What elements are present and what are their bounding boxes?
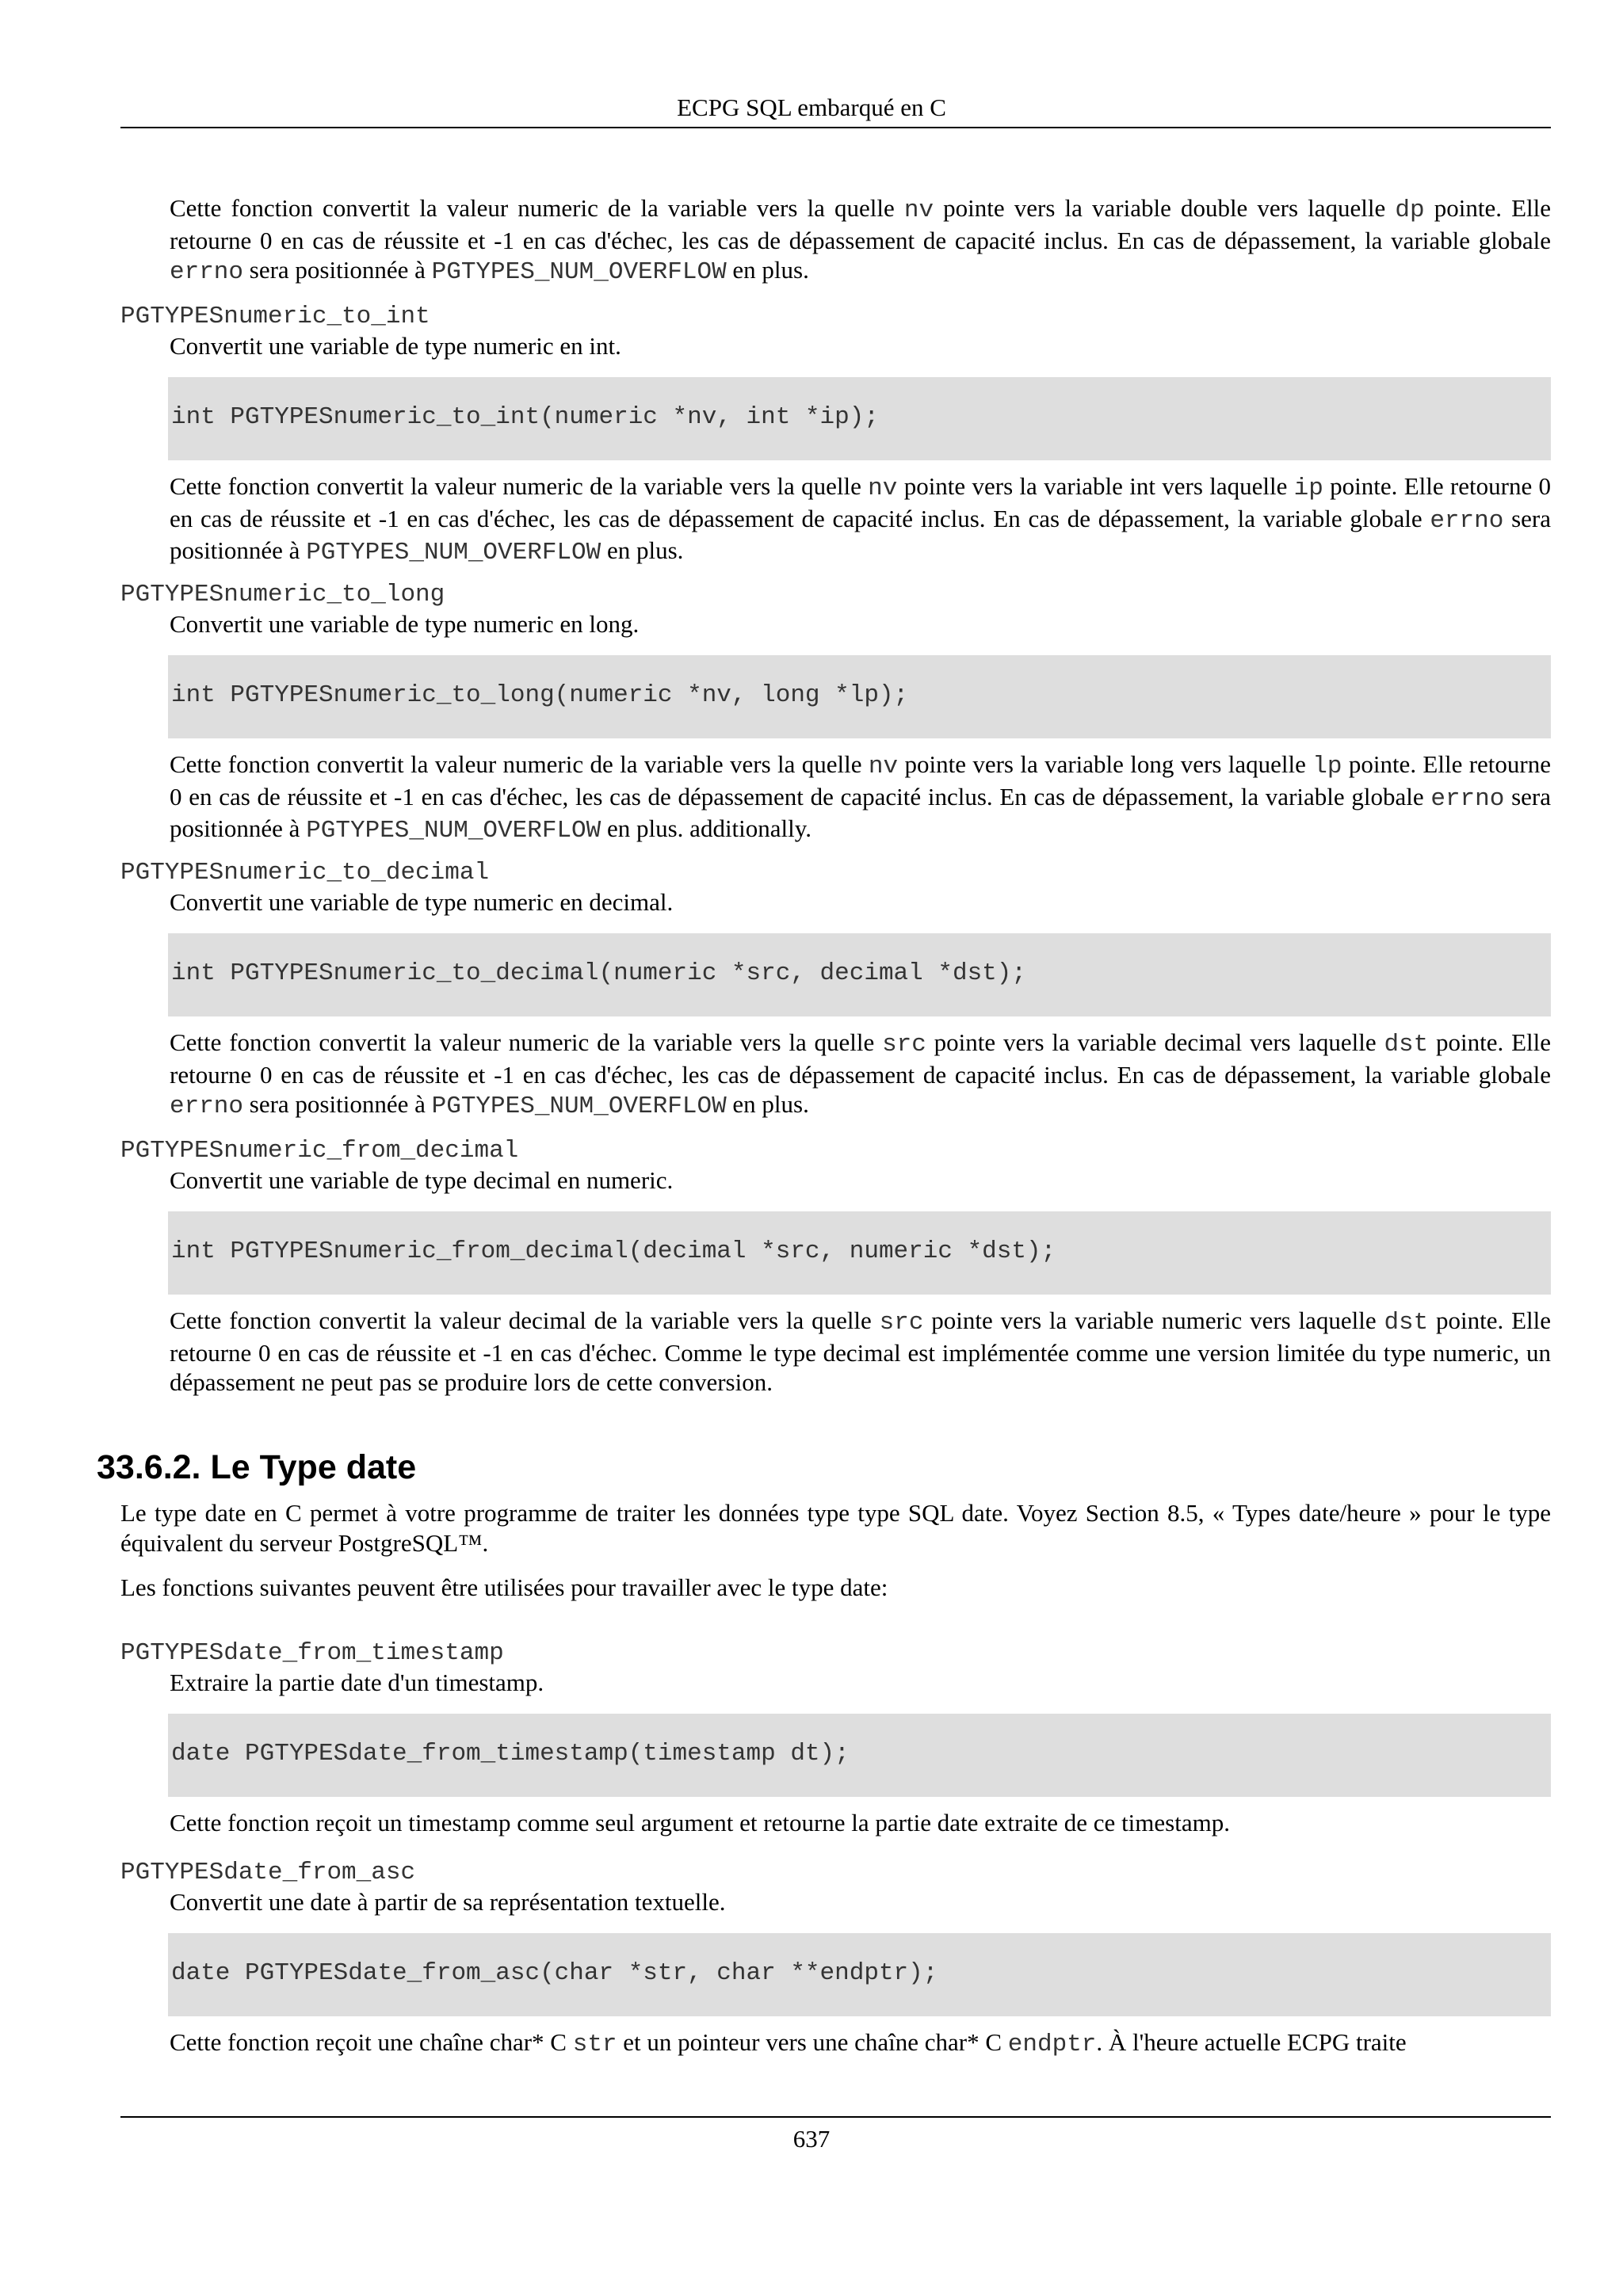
function-term: PGTYPESnumeric_from_decimal xyxy=(120,1137,519,1165)
function-description: Convertit une variable de type decimal en numeric. xyxy=(170,1166,674,1194)
code-text: date PGTYPESdate_from_asc(char *str, char **endptr); xyxy=(171,1959,938,1987)
section-title: 33.6.2. Le Type date xyxy=(97,1448,417,1486)
code-block xyxy=(168,1714,1551,1797)
function-term: PGTYPESnumeric_to_long xyxy=(120,581,445,608)
code-block xyxy=(168,1933,1551,2016)
section-paragraph: Les fonctions suivantes peuvent être utilisées pour travailler avec le type date: xyxy=(120,1573,888,1601)
function-term: PGTYPESdate_from_asc xyxy=(120,1859,416,1886)
code-block xyxy=(168,655,1551,738)
function-term: PGTYPESnumeric_to_int xyxy=(120,303,430,330)
function-paragraph: Cette fonction reçoit une chaîne char* C str et un pointeur vers une chaîne char* C endptr. À l'heure actuelle ECPG traite xyxy=(170,2028,1407,2058)
intro-paragraph: Cette fonction convertit la valeur numeric de la variable vers la quelle nv pointe vers la variable double vers laquelle dp pointe. Elle retourne 0 en cas de réussite et -1 en cas d'échec, les cas de dépassement de capacité inclus. En cas de dépassement, la variable globale errno sera positionnée à PGTYPES_NUM_OVERFLOW en plus. xyxy=(170,194,1551,286)
function-paragraph: Cette fonction convertit la valeur numeric de la variable vers la quelle src pointe vers la variable decimal vers laquelle dst pointe. Elle retourne 0 en cas de réussite et -1 en cas d'échec, les cas de dépassement de capacité inclus. En cas de dépassement, la variable globale errno sera positionnée à PGTYPES_NUM_OVERFLOW en plus. xyxy=(170,1028,1551,1120)
function-description: Convertit une variable de type numeric en long. xyxy=(170,610,640,638)
code-block xyxy=(168,377,1551,460)
function-paragraph: Cette fonction reçoit un timestamp comme seul argument et retourne la partie date extraite de ce timestamp. xyxy=(170,1809,1230,1836)
function-term: PGTYPESdate_from_timestamp xyxy=(120,1639,504,1667)
function-paragraph: Cette fonction convertit la valeur numeric de la variable vers la quelle nv pointe vers la variable int vers laquelle ip pointe. Elle retourne 0 en cas de réussite et -1 en cas d'échec, les cas de dépassement de capacité inclus. En cas de dépassement, la variable globale errno sera positionnée à PGTYPES_NUM_OVERFLOW en plus. xyxy=(170,472,1552,566)
function-paragraph: Cette fonction convertit la valeur decimal de la variable vers la quelle src pointe vers la variable numeric vers laquelle dst pointe. Elle retourne 0 en cas de réussite et -1 en cas d'échec. Comme le type decimal est implémentée comme une version limitée du type numeric, un dépassement ne peut pas se produire lors de cette conversion. xyxy=(170,1306,1551,1396)
function-description: Extraire la partie date d'un timestamp. xyxy=(170,1669,544,1696)
code-text: int PGTYPESnumeric_to_long(numeric *nv, long *lp); xyxy=(171,681,909,709)
section-paragraph: Le type date en C permet à votre programme de traiter les données type type SQL date. Voyez Section 8.5, « Types date/heure » pour le type équivalent du serveur PostgreSQL™. xyxy=(120,1499,1551,1557)
running-header: ECPG SQL embarqué en C xyxy=(677,93,946,121)
header-rule xyxy=(120,127,1551,128)
function-paragraph: Cette fonction convertit la valeur numeric de la variable vers la quelle nv pointe vers la variable long vers laquelle lp pointe. Elle retourne 0 en cas de réussite et -1 en cas d'échec, les cas de dépassement de capacité inclus. En cas de dépassement, la variable globale errno sera positionnée à PGTYPES_NUM_OVERFLOW en plus. additionally. xyxy=(170,750,1551,845)
code-text: int PGTYPESnumeric_to_decimal(numeric *src, decimal *dst); xyxy=(171,959,1026,987)
code-text: int PGTYPESnumeric_from_decimal(decimal *src, numeric *dst); xyxy=(171,1238,1056,1265)
function-description: Convertit une date à partir de sa représentation textuelle. xyxy=(170,1888,726,1916)
page-number: 637 xyxy=(792,2125,831,2153)
function-description: Convertit une variable de type numeric en decimal. xyxy=(170,888,674,916)
code-text: date PGTYPESdate_from_timestamp(timestamp dt); xyxy=(171,1740,850,1768)
footer-rule xyxy=(120,2116,1551,2118)
function-term: PGTYPESnumeric_to_decimal xyxy=(120,859,490,887)
function-description: Convertit une variable de type numeric en int. xyxy=(170,332,621,360)
code-text: int PGTYPESnumeric_to_int(numeric *nv, int *ip); xyxy=(171,403,879,431)
code-block xyxy=(168,933,1551,1016)
code-block xyxy=(168,1211,1551,1295)
